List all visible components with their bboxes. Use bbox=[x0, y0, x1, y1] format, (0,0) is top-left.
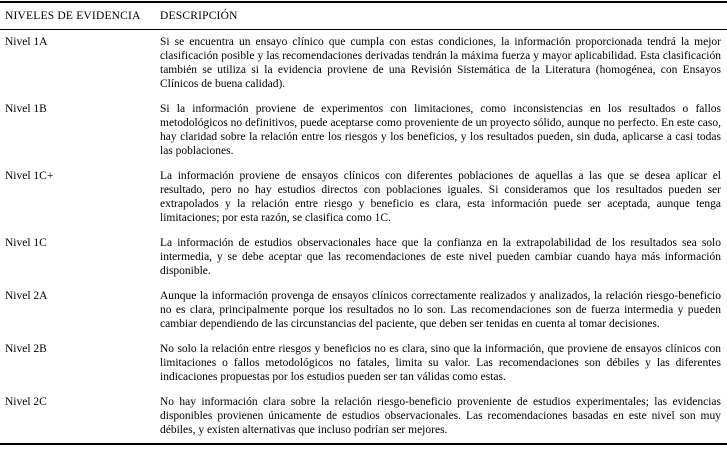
level-label: Nivel 1C bbox=[5, 237, 47, 249]
table-row bbox=[0, 231, 727, 284]
table-row bbox=[0, 30, 727, 97]
table-row bbox=[0, 390, 727, 443]
level-description: Si la información proviene de experimentos con limitaciones, como inconsistencias en los resultados o fallos metodológicos no definitivos, puede aceptarse como proveniente de un proyecto sólido, aunque no perfecto. En este caso, hay claridad sobre la relación entre los riesgos y los beneficios, y los resultados pueden, sin duda, aplicarse a casi todas las poblaciones. bbox=[160, 103, 721, 157]
level-label: Nivel 1C+ bbox=[5, 170, 54, 182]
table-body bbox=[0, 30, 727, 443]
level-description: No solo la relación entre riesgos y beneficios no es clara, sino que la información, que proviene de ensayos clínicos con limitaciones o fallos metodológicos no fatales, limita su valor. Las recomendaciones son débiles y las diferentes indicaciones propuestas por los estudios pueden ser tan válidas como estas. bbox=[160, 343, 721, 383]
level-description: No hay información clara sobre la relación riesgo-beneficio proveniente de estudios experimentales; las evidencias disponibles provienen únicamente de estudios observacionales. Las recomendaciones basadas en este nivel son muy débiles, y existen alternativas que incluso podrían ser mejores. bbox=[160, 396, 721, 436]
level-label: Nivel 2A bbox=[5, 290, 48, 302]
table-header-row bbox=[0, 3, 727, 30]
level-description: Aunque la información provenga de ensayos clínicos correctamente realizados y analizados, la relación riesgo-beneficio no es clara, principalmente porque los resultados no lo son. Las recomendaciones son de fuerza intermedia y pueden cambiar dependiendo de las circunstancias del paciente, que deben ser tenidas en cuenta al tomar decisiones. bbox=[160, 290, 721, 330]
evidence-levels-table bbox=[0, 1, 727, 445]
table-row bbox=[0, 284, 727, 337]
level-label: Nivel 2C bbox=[5, 396, 47, 408]
level-description: Si se encuentra un ensayo clínico que cumpla con estas condiciones, la información proporcionada tendrá la mejor clasificación posible y las recomendaciones derivadas tendrán la máxima fuerza y mayor aplicabilidad. Esta clasificación también se utiliza si la evidencia proviene de una Revisión Sistemática de la Literatura (homogénea, con Ensayos Clínicos de buena calidad). bbox=[160, 36, 721, 90]
table-row bbox=[0, 164, 727, 231]
level-label: Nivel 2B bbox=[5, 343, 47, 355]
level-description: La información proviene de ensayos clínicos con diferentes poblaciones de aquellas a las que se desea aplicar el resultado, pero no hay estudios directos con poblaciones iguales. Si consideramos que los resultados pueden ser extrapolados y la relación entre riesgo y beneficio es clara, esta información puede ser aceptada, aunque tenga limitaciones; por esta razón, se clasifica como 1C. bbox=[160, 170, 721, 224]
level-label: Nivel 1A bbox=[5, 36, 48, 48]
level-description: La información de estudios observacionales hace que la confianza en la extrapolabilidad de los resultados sea solo intermedia, y se debe aceptar que las recomendaciones de este nivel pueden cambiar cuando haya más información disponible. bbox=[160, 237, 721, 277]
level-label: Nivel 1B bbox=[5, 103, 47, 115]
table-row bbox=[0, 337, 727, 390]
column-header-description: DESCRIPCIÓN bbox=[160, 10, 238, 22]
column-header-levels: NIVELES DE EVIDENCIA bbox=[5, 10, 141, 22]
table-row bbox=[0, 97, 727, 164]
